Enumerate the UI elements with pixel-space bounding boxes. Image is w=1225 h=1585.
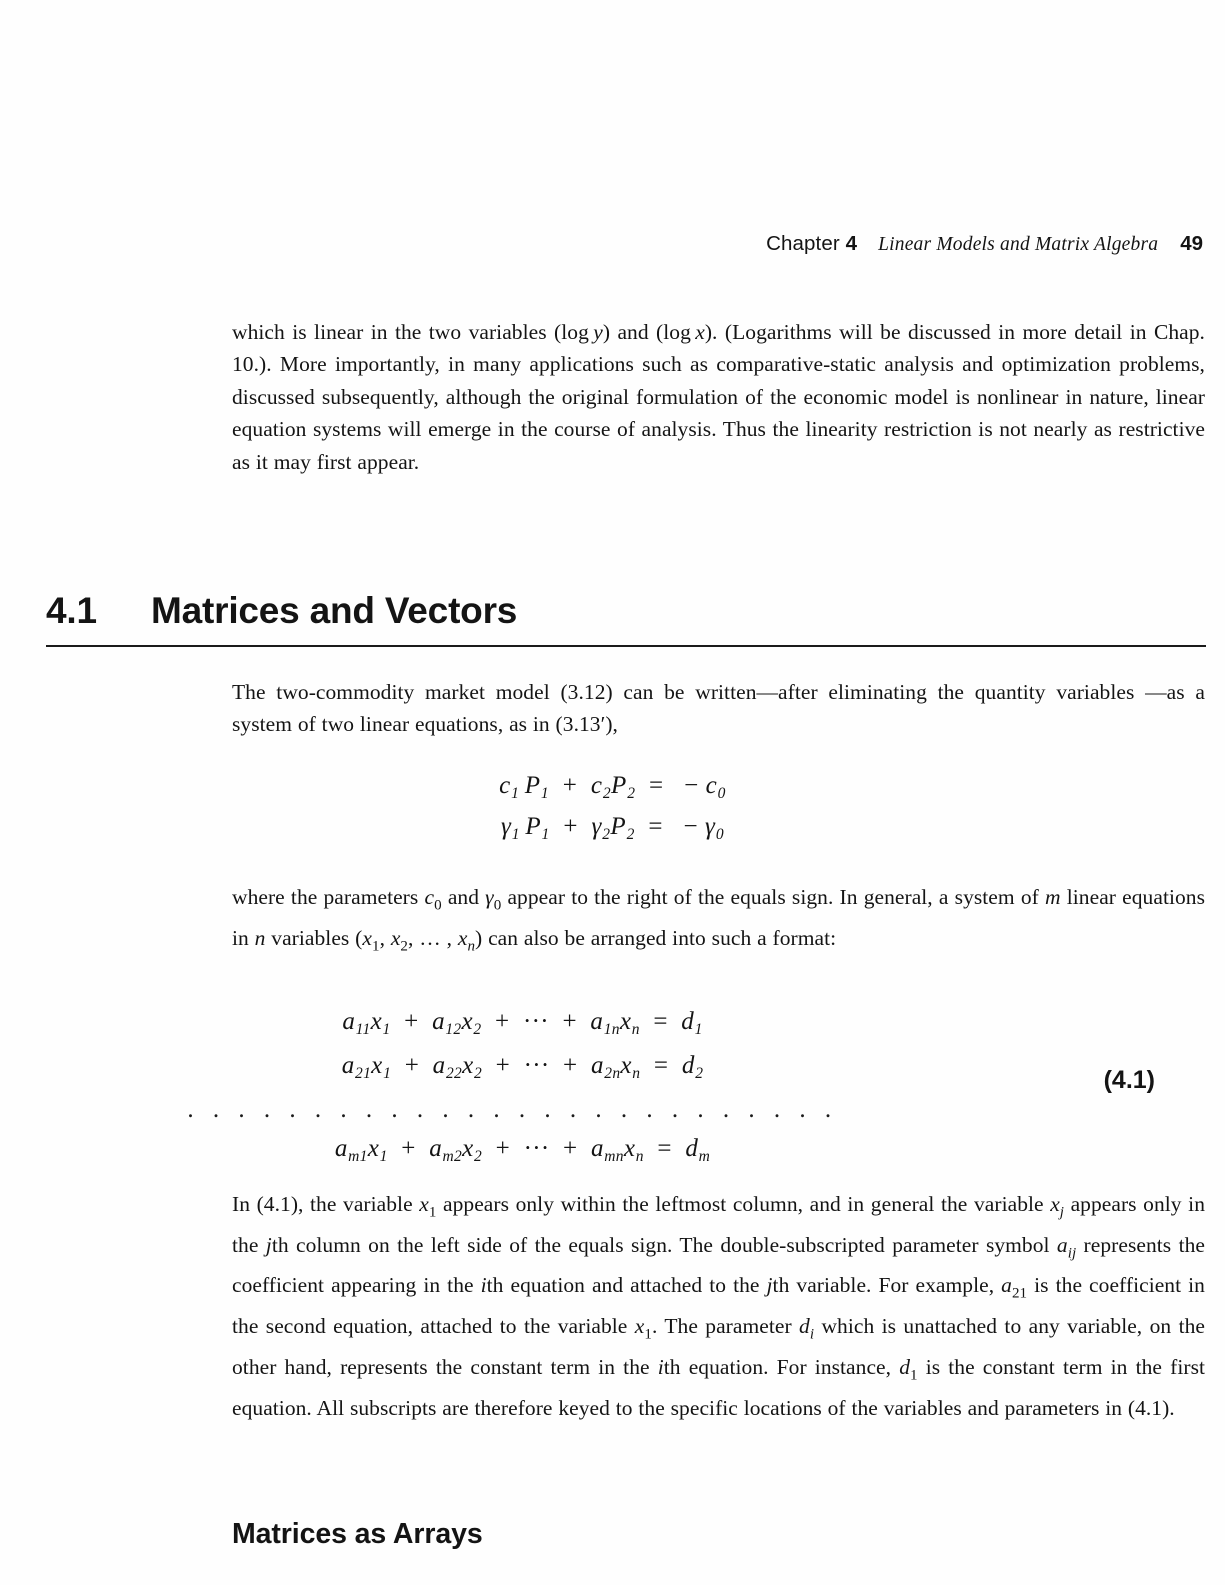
page-number: 49 (1180, 232, 1203, 255)
equation-general-system (0, 1008, 1225, 1179)
equation-line-1: $c_1$ $P_1 + c_2P_2$ = − $c_0$ (499, 772, 726, 802)
equation-41-line-3: $a_{m1}x_1 + a_{m2}x_2$ + ··· + $a_{mn}x_n = d_m$ (334, 1134, 711, 1165)
section-heading (46, 590, 1206, 632)
section-number: 4.1 (46, 590, 97, 631)
section-divider (46, 645, 1206, 647)
equation-41-line-1: $a_{11}x_1 + a_{12}x_2$ + ··· + $a_{1n}x_n = d_1$ (342, 1008, 703, 1038)
paragraph-intro: which is linear in the two variables (log y) and (log x). (Logarithms will be discussed in more detail in Chap. 10.). More importantly, in many applications such as comparative-static analysis and optimization problems, discussed subsequently, although the original formulation of the economic model is nonlinear in nature, linear equation systems will emerge in the course of analysis. Thus the linearity restriction is not nearly as restrictive as it may first appear. (232, 320, 1205, 474)
running-head (766, 232, 1203, 256)
running-head-chapter-number: 4 (845, 232, 858, 255)
section-title: Matrices and Vectors (151, 590, 518, 631)
equation-line-2: $\gamma_1$ $P_1 + \gamma_2P_2$ = − $\gamma_0$ (501, 812, 724, 843)
paragraph-market-model: The two-commodity market model (3.12) can be written—after eliminating the quantity variables —as a system of two linear equations, as in (3.13′), (232, 680, 1205, 737)
paragraph-where-parameters: where the parameters $c_0$ and $\gamma_0$ appear to the right of the equals sign. In general, a system of m linear equations in n variables ($x_1$, $x_2$, … , $x_n$) can also be arranged into such a format: (232, 885, 1206, 954)
paragraph-in-41: In (4.1), the variable $x_1$ appears only within the leftmost column, and in general the variable $x_j$ appears only in the jth column on the left side of the equals sign. The double-subscripted parameter symbol $a_{ij}$ represents the coefficient appearing in the ith equation and attached to the jth variable. For example, $a_{21}$ is the coefficient in the second equation, attached to the variable $x_1$. The parameter $d_i$ which is unattached to any variable, on the other hand, represents the constant term in the ith equation. For instance, $d_1$ is the constant term in the first equation. All subscripts are therefore keyed to the specific locations of the variables and parameters in (4.1). (232, 1192, 1206, 1420)
equation-market-model (0, 772, 1225, 854)
running-head-chapter: Chapter 4 (766, 232, 858, 255)
subsection-heading: Matrices as Arrays (232, 1518, 483, 1550)
equation-41-line-2: $a_{21}x_1 + a_{22}x_2$ + ··· + $a_{2n}x_n = d_2$ (341, 1051, 704, 1082)
equation-number-tag: (4.1) (1103, 1066, 1155, 1094)
equation-41-ellipsis-row: . . . . . . . . . . . . . . . . . . . . . . . . . . (187, 1095, 838, 1123)
running-head-title: Linear Models and Matrix Algebra (878, 234, 1159, 255)
